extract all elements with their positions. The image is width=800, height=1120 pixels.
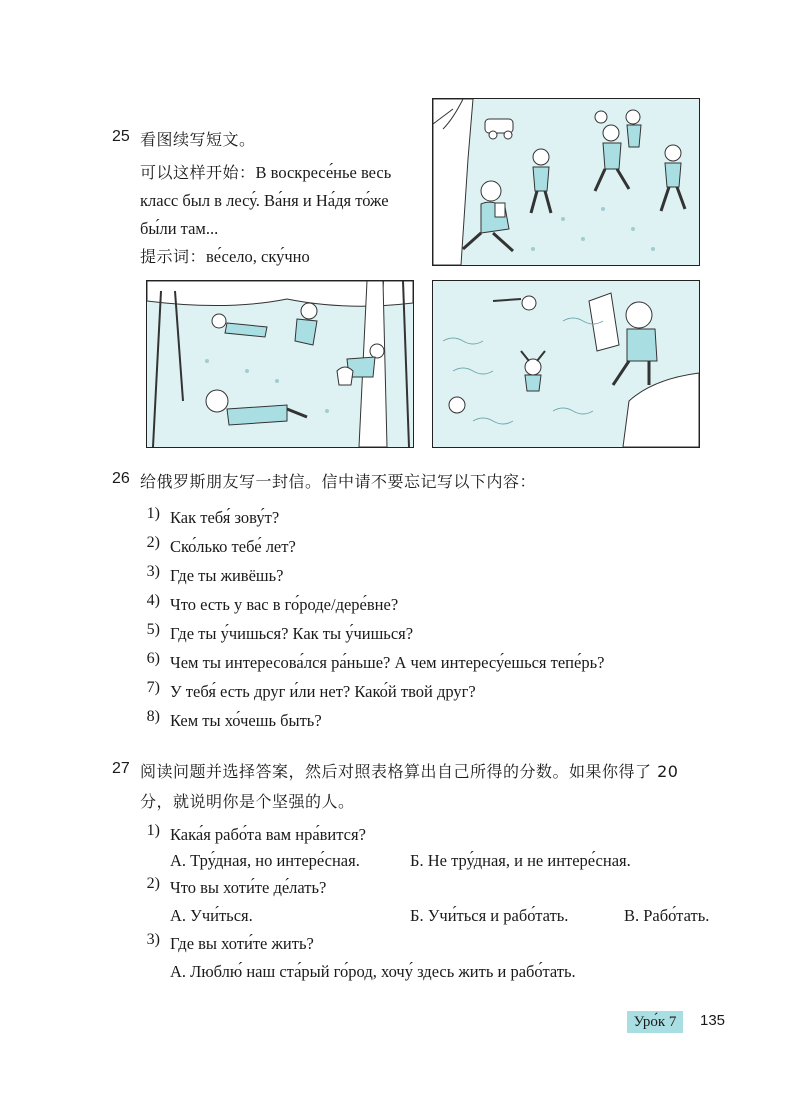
list-item: 8) Кем ты хо́чешь быть? — [146, 708, 322, 730]
exercise-26-title: 给俄罗斯朋友写一封信。信中请不要忘记写以下内容： — [140, 472, 537, 491]
question-1-text: Кака́я рабо́та вам нра́вится? — [170, 825, 366, 844]
list-item: 4) Что есть у вас в го́роде/дере́вне? — [146, 592, 399, 614]
list-item: 7) У тебя́ есть друг и́ли нет? Како́й твой друг? — [146, 679, 476, 701]
question-1-number: 1) — [146, 822, 160, 839]
list-item: 6) Чем ты интересова́лся ра́ньше? А чем интересу́ешься тепе́рь? — [146, 650, 605, 672]
question-3-text: Где вы хоти́те жить? — [170, 934, 314, 953]
exercise-25-start-line-3: бы́ли там... — [140, 219, 219, 238]
exercise-25-hint-line — [140, 244, 310, 270]
list-item: 1) Как тебя́ зову́т? — [146, 505, 280, 527]
start-label: 可以这样开始： — [140, 163, 256, 182]
exercise-25-start-line-2: класс был в лесу́. Ва́ня и На́дя то́же — [140, 191, 389, 210]
picture-kids-playing — [432, 98, 700, 266]
exercise-27-title-line-1: 阅读问题并选择答案，然后对照表格算出自己所得的分数。如果你得了 20 — [140, 762, 679, 781]
exercise-26-list — [138, 505, 698, 737]
list-item: 3) Где ты живёшь? — [146, 563, 284, 585]
exercise-27-title-line-2: 分，就说明你是个坚强的人。 — [140, 792, 355, 811]
lesson-badge: Уро́к 7 — [627, 1011, 683, 1033]
list-item: 2) Ско́лько тебе́ лет? — [146, 534, 296, 556]
picture-swimming — [432, 280, 700, 448]
page-number: 135 — [700, 1012, 726, 1029]
question-2-option-a: А. Учи́ться. — [170, 906, 253, 925]
hint-label: 提示词： — [140, 247, 207, 266]
question-2-text: Что вы хоти́те де́лать? — [170, 878, 327, 897]
list-item: 5) Где ты у́чишься? Как ты у́чишься? — [146, 621, 414, 643]
question-1-option-a: А. Тру́дная, но интере́сная. — [170, 851, 360, 870]
exercise-25-start-line-1 — [140, 160, 391, 186]
question-3-number: 3) — [146, 931, 160, 948]
exercise-26-number: 26 — [112, 470, 130, 487]
hint-text: ве́село, ску́чно — [206, 247, 310, 266]
start-text-1: В воскресе́нье весь — [255, 163, 392, 182]
question-2-number: 2) — [146, 875, 160, 892]
exercise-27-questions — [138, 822, 738, 982]
question-2-option-b: Б. Учи́ться и рабо́тать. — [410, 906, 569, 925]
exercise-27-number: 27 — [112, 760, 130, 777]
picture-forest — [146, 280, 414, 448]
question-2-option-c: В. Рабо́тать. — [624, 906, 710, 925]
question-3-option-a: А. Люблю́ наш ста́рый го́род, хочу́ здесь жить и рабо́тать. — [170, 962, 576, 981]
exercise-25-title: 看图续写短文。 — [140, 130, 256, 149]
exercise-25-number: 25 — [112, 128, 130, 145]
question-1-option-b: Б. Не тру́дная, и не интере́сная. — [410, 851, 631, 870]
